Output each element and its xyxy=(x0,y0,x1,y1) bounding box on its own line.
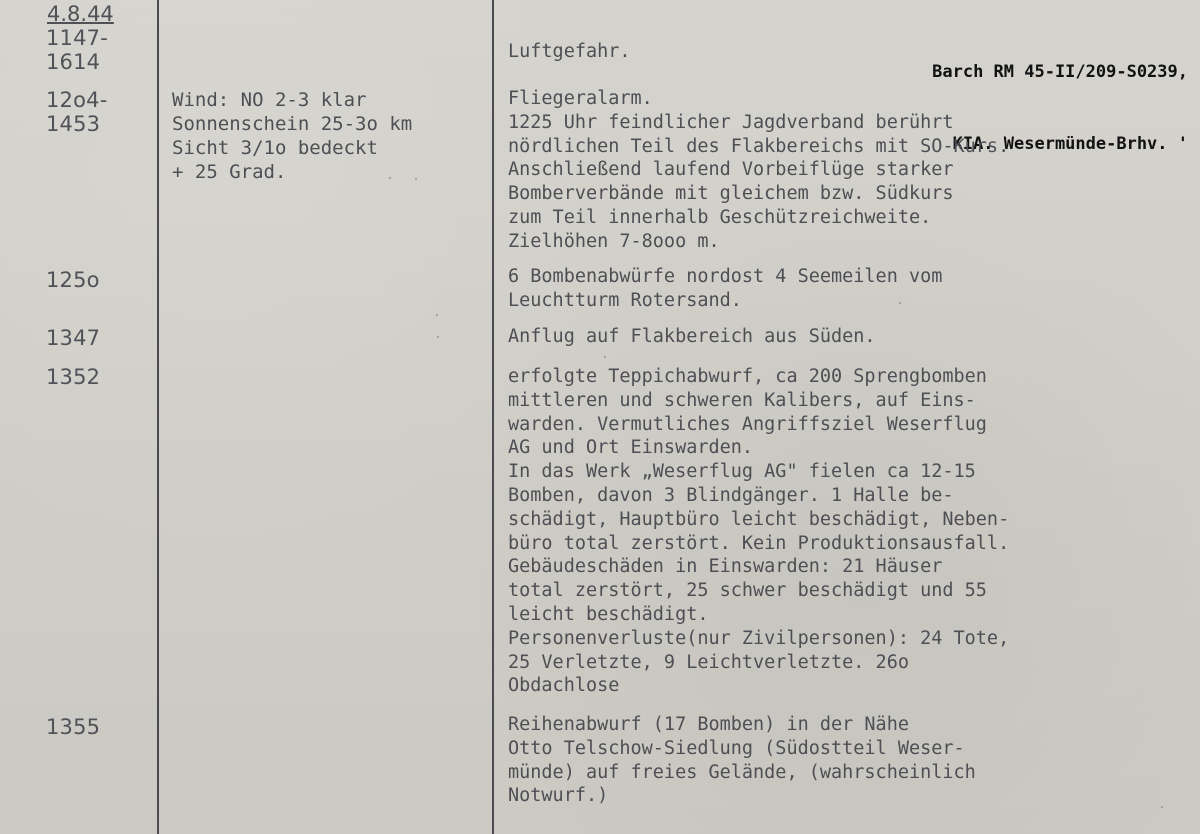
event-entry-4: Anflug auf Flakbereich aus Süden. xyxy=(508,326,876,347)
time-entry-4: 1347 xyxy=(46,326,101,350)
paper-speck xyxy=(899,302,901,304)
paper-speck xyxy=(604,356,606,358)
archive-reference-line-1: Barch RM 45-II/209-S0239, xyxy=(932,62,1188,82)
paper-speck xyxy=(1161,806,1163,808)
time-entry-3: 125o xyxy=(46,268,100,292)
entry-date: 4.8.44 xyxy=(47,2,114,26)
event-entry-6: Reihenabwurf (17 Bomben) in der Nähe Otto Telschow-Siedlung (Südostteil Weser- münde) auf freies Gelände, (wahrscheinlich Notwurf.) xyxy=(508,714,976,807)
time-entry-2: 12o4- 1453 xyxy=(46,88,108,136)
column-divider-left xyxy=(157,0,159,834)
archive-reference-line-2: KIA. Wesermünde-Brhv. ' xyxy=(952,134,1188,154)
time-entry-5: 1352 xyxy=(46,365,101,389)
column-divider-right xyxy=(492,0,494,834)
paper-speck xyxy=(436,314,438,316)
time-entry-6: 1355 xyxy=(46,715,101,739)
event-entry-5: erfolgte Teppichabwurf, ca 200 Sprengbomben mittleren und schweren Kalibers, auf Eins- warden. Vermutliches Angriffsziel Weserflug AG und Ort Einswarden. In das Werk „Weserflug AG" fielen ca 12-15 Bomben, davon 3 Blindgänger. 1 Halle be- schädigt, Hauptbüro leicht beschädigt, Neben- büro total zerstört. Kein Produktionsausfall. Gebäudeschäden in Einswarden: 21 Häuser total zerstört, 25 schwer beschädigt und 55 leicht beschädigt. Personenverluste(nur Zivilpersonen): 24 Tote, 25 Verletzte, 9 Leichtverletzte. 26o Obdachlose xyxy=(508,366,1010,697)
paper-speck xyxy=(415,178,417,180)
event-entry-1: Luftgefahr. xyxy=(508,41,631,62)
paper-speck xyxy=(389,177,391,179)
event-entry-2: Fliegeralarm. 1225 Uhr feindlicher Jagdverband berührt nördlichen Teil des Flakbereichs mit SO-Kurs. Anschließend laufend Vorbeiflüge starker Bomberverbände mit gleichem bzw. Südkurs zum Teil innerhalb Geschützreichweite. Zielhöhen 7-8ooo m. xyxy=(508,88,1010,252)
weather-report: Wind: NO 2-3 klar Sonnenschein 25-3o km Sicht 3/1o bedeckt + 25 Grad. xyxy=(172,89,413,183)
paper-speck xyxy=(437,336,439,338)
time-entry-1: 1147- 1614 xyxy=(46,26,109,74)
event-entry-3: 6 Bombenabwürfe nordost 4 Seemeilen vom Leuchtturm Rotersand. xyxy=(508,266,943,311)
